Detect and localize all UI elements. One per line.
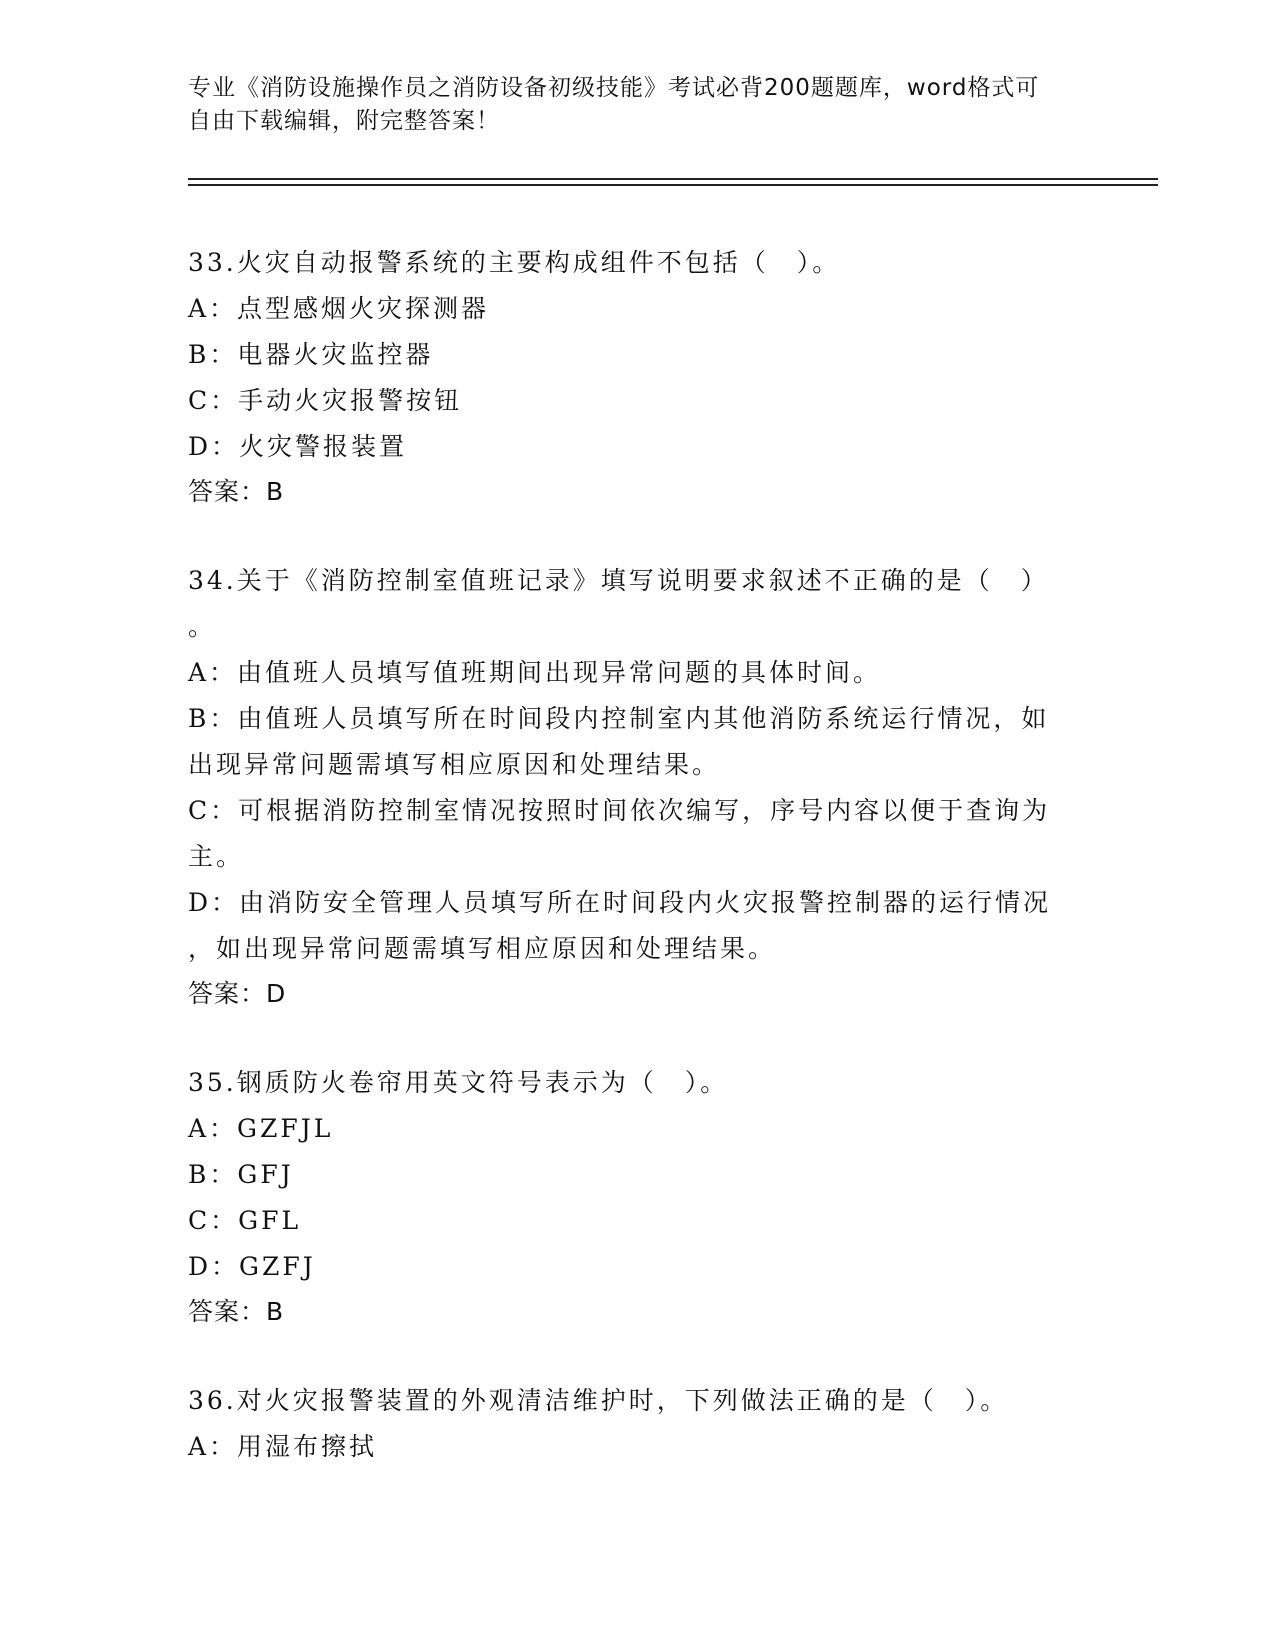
header-divider-top xyxy=(188,178,1158,180)
question-list xyxy=(188,240,1088,1514)
question-stem: 34.关于《消防控制室值班记录》填写说明要求叙述不正确的是（ ） xyxy=(188,566,1049,595)
option-d: D：火灾警报装置 xyxy=(188,432,408,461)
header-divider-bottom xyxy=(188,184,1158,186)
question-stem: 35.钢质防火卷帘用英文符号表示为（ ）。 xyxy=(188,1068,729,1097)
question-stem-continued: 。 xyxy=(188,612,217,641)
option-b: B：GFJ xyxy=(188,1160,294,1189)
option-c: C：GFL xyxy=(188,1206,302,1235)
question-35 xyxy=(188,1060,1088,1334)
option-d-continued: ，如出现异常问题需填写相应原因和处理结果。 xyxy=(188,934,777,963)
answer: 答案：B xyxy=(188,477,285,506)
question-36 xyxy=(188,1378,1088,1470)
document-header xyxy=(188,72,1088,138)
header-line-2: 自由下载编辑，附完整答案！ xyxy=(188,108,500,134)
option-c-continued: 主。 xyxy=(188,842,245,871)
option-d: D：由消防安全管理人员填写所在时间段内火灾报警控制器的运行情况 xyxy=(188,888,1052,917)
option-a: A：用湿布擦拭 xyxy=(188,1432,378,1461)
question-stem: 36.对火灾报警装置的外观清洁维护时，下列做法正确的是（ ）。 xyxy=(188,1386,1009,1415)
question-stem: 33.火灾自动报警系统的主要构成组件不包括（ ）。 xyxy=(188,248,841,277)
question-33 xyxy=(188,240,1088,514)
option-b-continued: 出现异常问题需填写相应原因和处理结果。 xyxy=(188,750,721,779)
option-a: A：GZFJL xyxy=(188,1114,334,1143)
option-c: C：手动火灾报警按钮 xyxy=(188,386,463,415)
question-34 xyxy=(188,558,1088,1016)
option-c: C：可根据消防控制室情况按照时间依次编写，序号内容以便于查询为 xyxy=(188,796,1051,825)
option-d: D：GZFJ xyxy=(188,1252,316,1281)
option-b: B：由值班人员填写所在时间段内控制室内其他消防系统运行情况，如 xyxy=(188,704,1050,733)
answer: 答案：D xyxy=(188,979,287,1008)
header-line-1: 专业《消防设施操作员之消防设备初级技能》考试必背200题题库，word格式可 xyxy=(188,75,1040,101)
answer: 答案：B xyxy=(188,1297,285,1326)
option-b: B：电器火灾监控器 xyxy=(188,340,434,369)
option-a: A：点型感烟火灾探测器 xyxy=(188,294,490,323)
option-a: A：由值班人员填写值班期间出现异常问题的具体时间。 xyxy=(188,658,882,687)
